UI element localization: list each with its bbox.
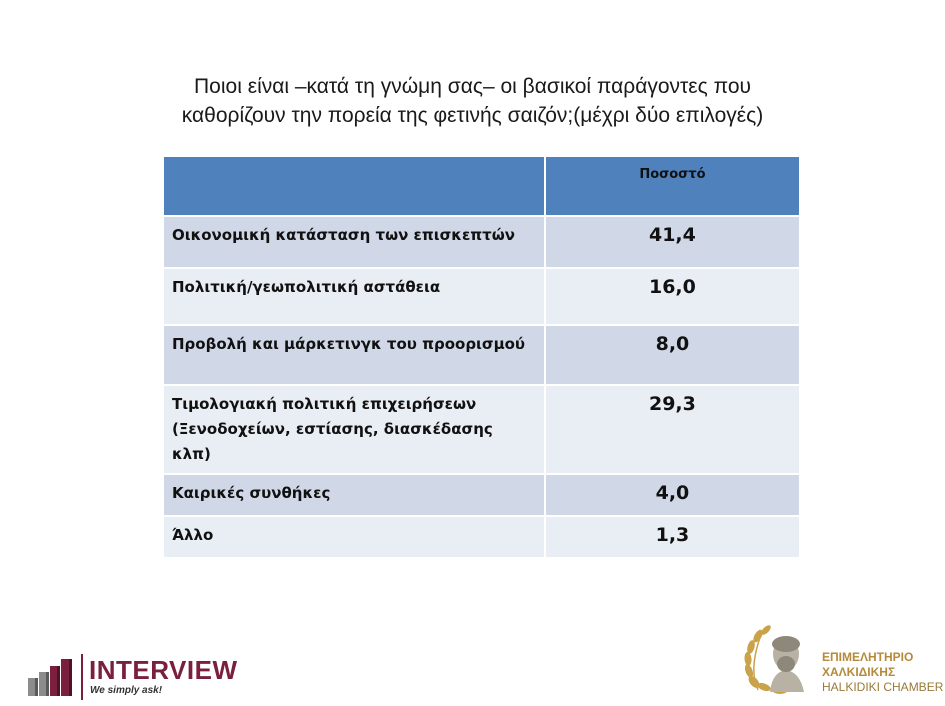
table-row xyxy=(164,326,799,384)
row-value: 1,3 xyxy=(546,517,799,557)
row-label: Τιμολογιακή πολιτική επιχειρήσεων (Ξενοδοχείων, εστίασης, διασκέδασης κλπ) xyxy=(164,386,544,473)
title-line-1: Ποιοι είναι –κατά τη γνώμη σας– οι βασικοί παράγοντες που xyxy=(194,75,751,98)
row-value: 8,0 xyxy=(546,326,799,384)
table-row xyxy=(164,475,799,515)
interview-tagline: We simply ask! xyxy=(90,685,163,696)
halkidiki-chamber-logo xyxy=(740,624,945,704)
row-label: Οικονομική κατάσταση των επισκεπτών xyxy=(164,217,544,267)
logo-divider xyxy=(81,654,83,700)
row-value: 16,0 xyxy=(546,269,799,324)
table-row xyxy=(164,386,799,473)
row-label: Άλλο xyxy=(164,517,544,557)
interview-brand-name: INTERVIEW xyxy=(89,655,238,685)
row-label: Πολιτική/γεωπολιτική αστάθεια xyxy=(164,269,544,324)
chamber-name-line-3: HALKIDIKI CHAMBER xyxy=(822,680,944,694)
table-row xyxy=(164,217,799,267)
row-value: 29,3 xyxy=(546,386,799,473)
bar-graph-icon xyxy=(26,656,78,698)
header-label-cell xyxy=(164,157,544,215)
interview-logo xyxy=(26,652,246,702)
page-title xyxy=(100,72,845,130)
laurel-bust-emblem-icon xyxy=(740,624,816,700)
row-value: 41,4 xyxy=(546,217,799,267)
table-header-row xyxy=(164,157,799,215)
chamber-name-line-2: ΧΑΛΚΙΔΙΚΗΣ xyxy=(822,665,896,679)
table-row xyxy=(164,269,799,324)
chamber-name-line-1: ΕΠΙΜΕΛΗΤΗΡΙΟ xyxy=(822,650,914,664)
survey-results-table xyxy=(162,155,801,559)
table-row xyxy=(164,517,799,557)
row-label: Προβολή και μάρκετινγκ του προορισμού xyxy=(164,326,544,384)
row-value: 4,0 xyxy=(546,475,799,515)
title-line-2: καθορίζουν την πορεία της φετινής σαιζόν;(μέχρι δύο επιλογές) xyxy=(181,104,764,127)
header-value-cell: Ποσοστό xyxy=(546,157,799,215)
row-label: Καιρικές συνθήκες xyxy=(164,475,544,515)
